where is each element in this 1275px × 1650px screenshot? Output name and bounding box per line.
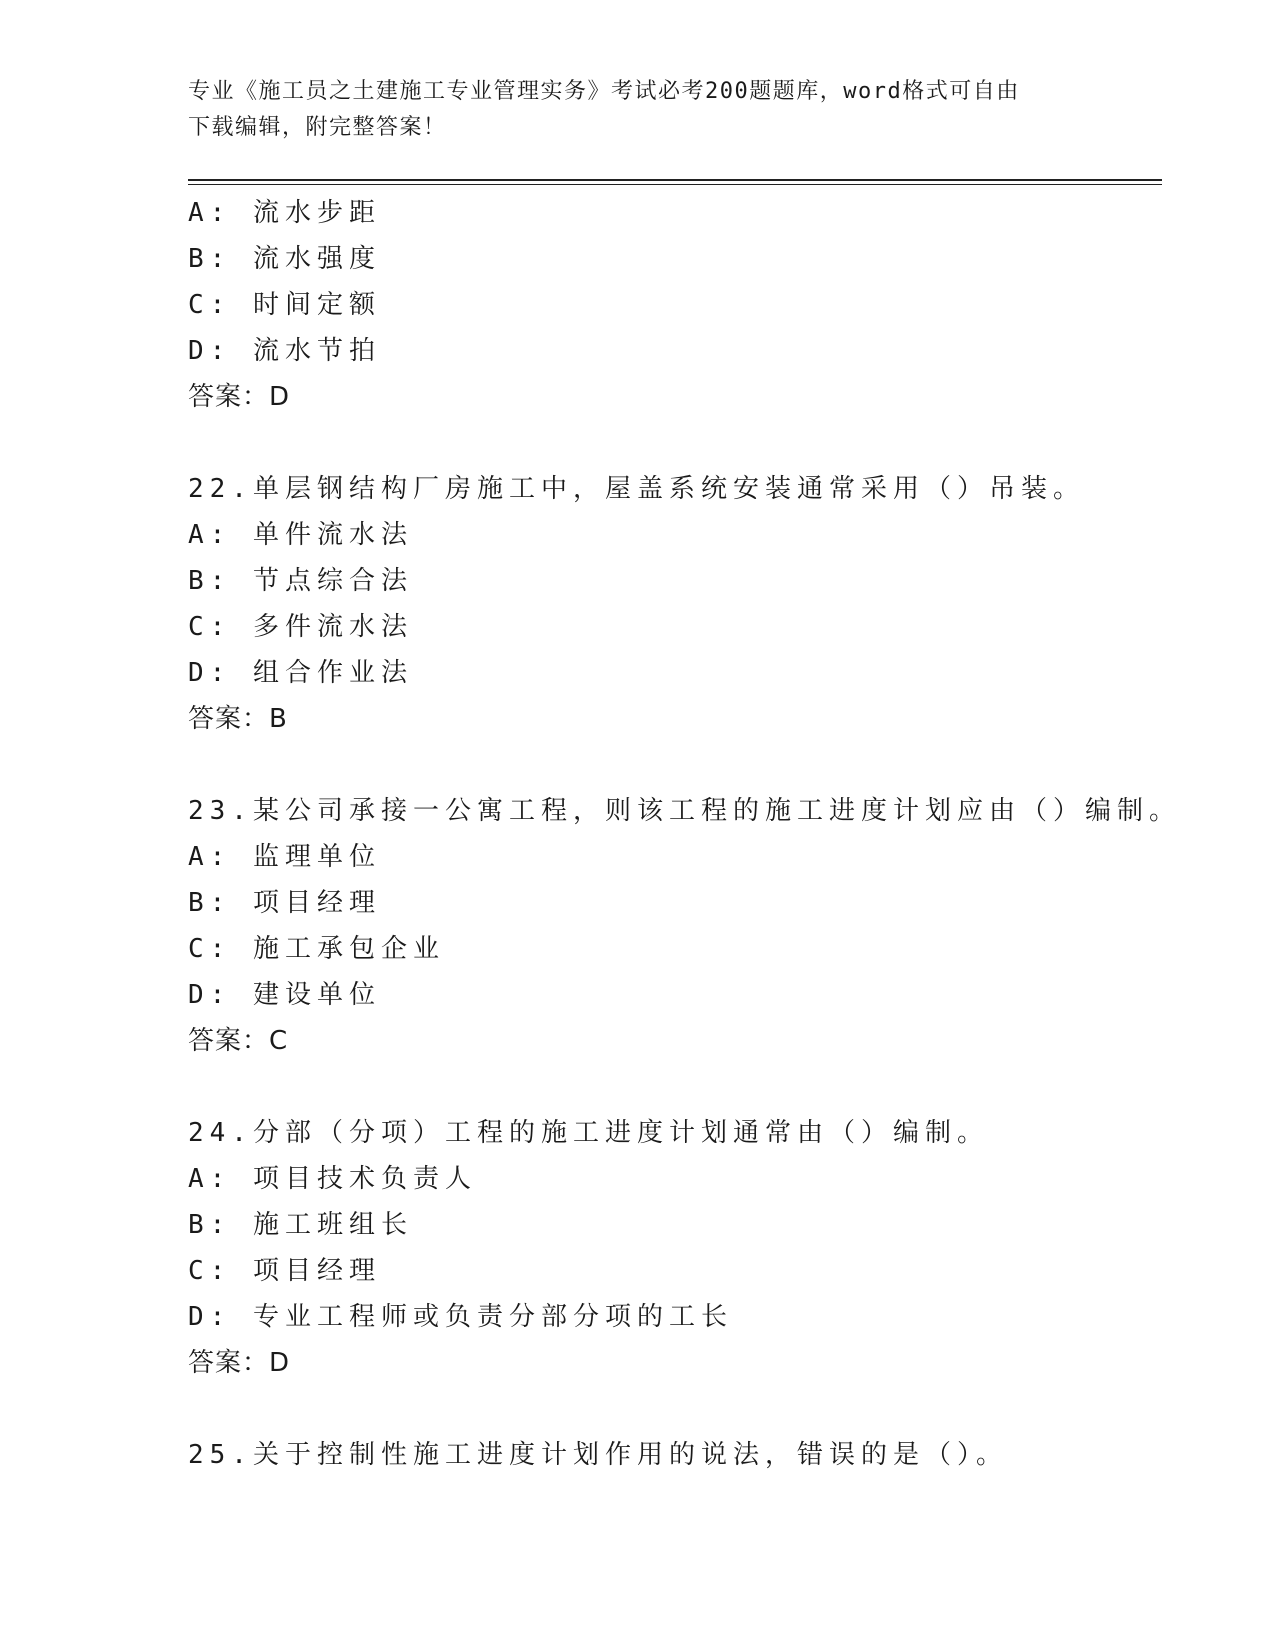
question-list bbox=[188, 190, 1181, 1478]
option-a: A: 监理单位 bbox=[188, 842, 381, 872]
question-stem: 24.分部（分项）工程的施工进度计划通常由（）编制。 bbox=[188, 1118, 989, 1148]
question-block-21 bbox=[188, 190, 1168, 420]
option-c: C: 多件流水法 bbox=[188, 612, 413, 642]
option-d: D: 专业工程师或负责分部分项的工长 bbox=[188, 1302, 733, 1332]
option-c: C: 时间定额 bbox=[188, 290, 381, 320]
option-b: B: 施工班组长 bbox=[188, 1210, 413, 1240]
document-header bbox=[188, 74, 1088, 146]
question-block-24 bbox=[188, 1110, 1168, 1386]
header-line-2: 下载编辑，附完整答案！ bbox=[188, 115, 447, 140]
option-a: A: 项目技术负责人 bbox=[188, 1164, 477, 1194]
question-stem: 23.某公司承接一公寓工程，则该工程的施工进度计划应由（）编制。 bbox=[188, 796, 1181, 826]
answer-line: 答案：D bbox=[188, 382, 291, 412]
spacer bbox=[188, 420, 1168, 466]
option-c: C: 项目经理 bbox=[188, 1256, 381, 1286]
question-stem: 22.单层钢结构厂房施工中，屋盖系统安装通常采用（）吊装。 bbox=[188, 474, 1085, 504]
option-a: A: 流水步距 bbox=[188, 198, 381, 228]
answer-line: 答案：D bbox=[188, 1348, 291, 1378]
spacer bbox=[188, 742, 1168, 788]
question-block-25 bbox=[188, 1432, 1168, 1478]
option-d: D: 建设单位 bbox=[188, 980, 381, 1010]
header-rule-thin bbox=[188, 184, 1162, 185]
option-d: D: 组合作业法 bbox=[188, 658, 413, 688]
question-stem: 25.关于控制性施工进度计划作用的说法，错误的是（）。 bbox=[188, 1440, 1008, 1470]
option-a: A: 单件流水法 bbox=[188, 520, 413, 550]
header-rule-thick bbox=[188, 179, 1162, 181]
spacer bbox=[188, 1386, 1168, 1432]
spacer bbox=[188, 1064, 1168, 1110]
option-b: B: 流水强度 bbox=[188, 244, 381, 274]
option-c: C: 施工承包企业 bbox=[188, 934, 445, 964]
option-d: D: 流水节拍 bbox=[188, 336, 381, 366]
option-b: B: 节点综合法 bbox=[188, 566, 413, 596]
option-b: B: 项目经理 bbox=[188, 888, 381, 918]
question-block-22 bbox=[188, 466, 1168, 742]
header-line-1: 专业《施工员之土建施工专业管理实务》考试必考200题题库，word格式可自由 bbox=[188, 79, 1020, 104]
answer-line: 答案：B bbox=[188, 704, 288, 734]
question-block-23 bbox=[188, 788, 1181, 1064]
answer-line: 答案：C bbox=[188, 1026, 289, 1056]
